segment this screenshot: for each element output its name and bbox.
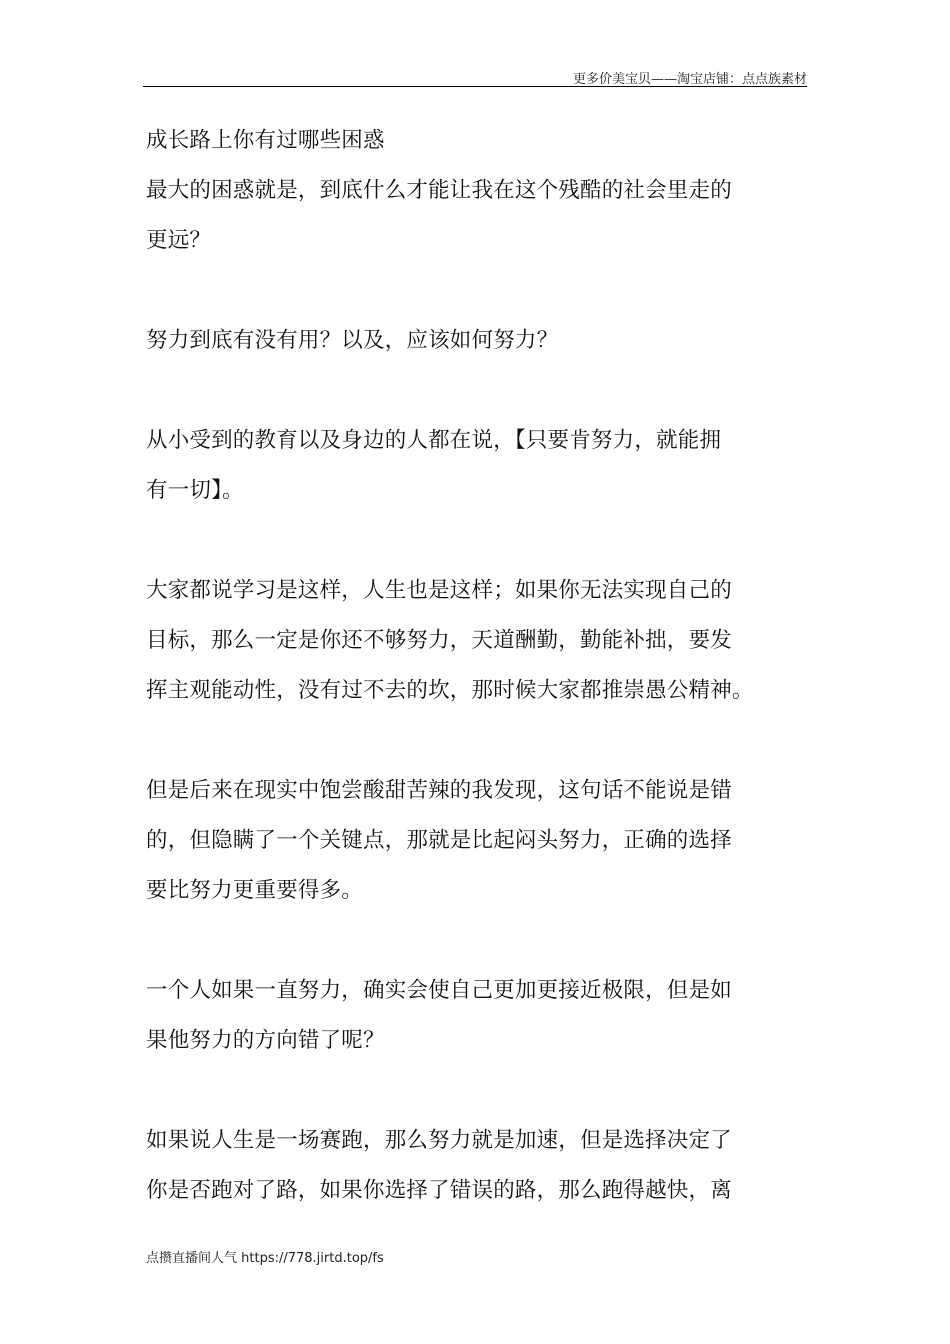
text-line: 一个人如果一直努力，确实会使自己更加更接近极限，但是如 <box>146 978 732 1003</box>
text-line: 更远？ <box>146 228 212 253</box>
text-line: 你是否跑对了路，如果你选择了错误的路，那么跑得越快，离 <box>146 1178 732 1203</box>
text-line: 大家都说学习是这样，人生也是这样；如果你无法实现自己的 <box>146 578 732 603</box>
header-divider <box>143 86 807 87</box>
text-line: 从小受到的教育以及身边的人都在说，【只要肯努力，就能拥 <box>146 428 722 453</box>
text-line: 挥主观能动性，没有过不去的坎，那时候大家都推崇愚公精神。 <box>146 678 754 703</box>
text-line: 有一切】。 <box>146 478 244 503</box>
text-line: 果他努力的方向错了呢？ <box>146 1028 385 1053</box>
page-footer: 点攒直播间人气 https://778.jirtd.top/fs <box>146 1251 384 1266</box>
text-line: 的，但隐瞒了一个关键点，那就是比起闷头努力，正确的选择 <box>146 828 732 853</box>
text-line: 最大的困惑就是，到底什么才能让我在这个残酷的社会里走的 <box>146 178 732 203</box>
text-line: 如果说人生是一场赛跑，那么努力就是加速，但是选择决定了 <box>146 1128 732 1153</box>
text-line: 努力到底有没有用？以及，应该如何努力？ <box>146 328 559 353</box>
page-header: 更多价美宝贝——淘宝店铺：点点族素材 <box>572 72 807 87</box>
document-title: 成长路上你有过哪些困惑 <box>146 128 385 153</box>
text-line: 目标，那么一定是你还不够努力，天道酬勤，勤能补拙，要发 <box>146 628 732 653</box>
text-line: 但是后来在现实中饱尝酸甜苦辣的我发现，这句话不能说是错 <box>146 778 732 803</box>
text-line: 要比努力更重要得多。 <box>146 878 364 903</box>
